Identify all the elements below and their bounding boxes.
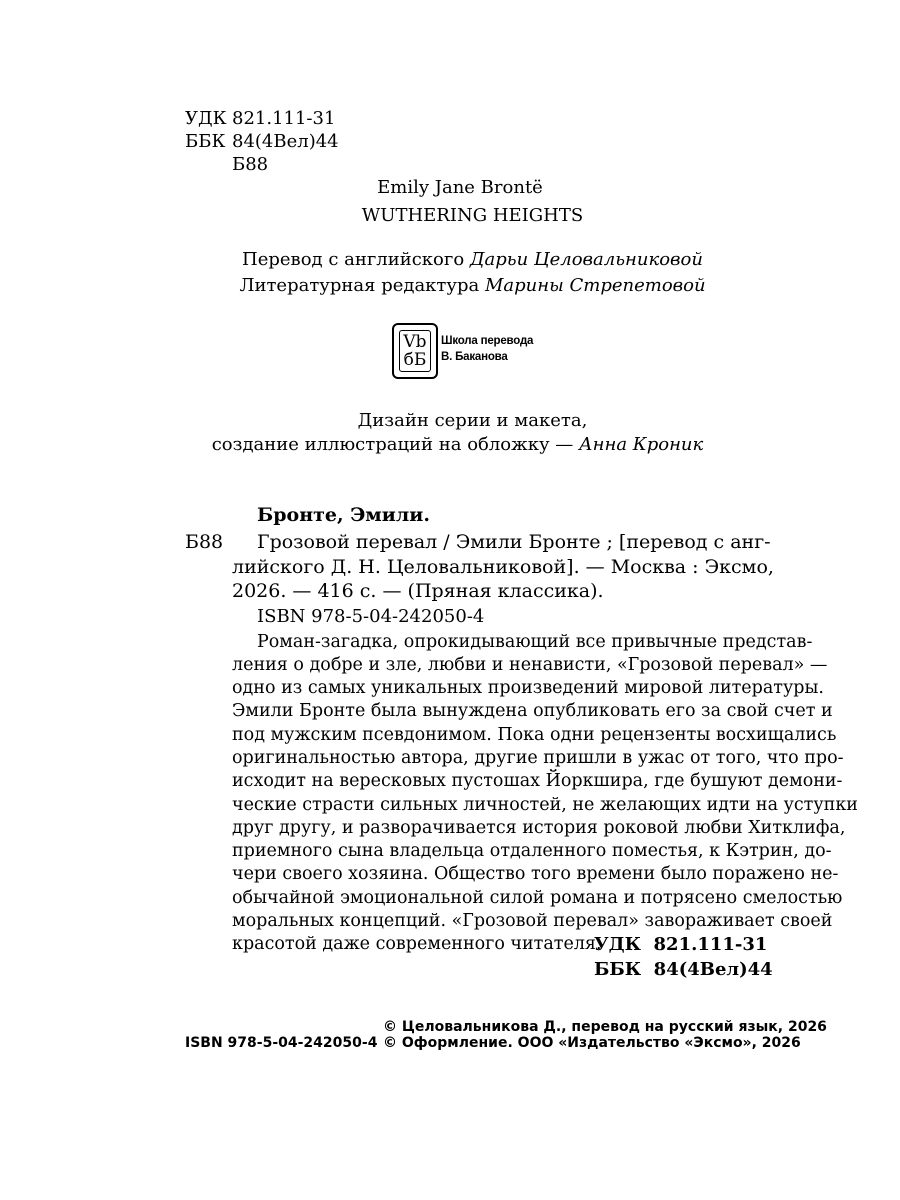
original-author: Emily Jane Brontë [377, 177, 543, 198]
translation-school-logo [392, 323, 532, 381]
annotation-line: оригинальностью автора, другие пришли в ужас от того, что про- [232, 748, 844, 768]
footer-isbn: ISBN 978-5-04-242050-4 [185, 1035, 378, 1051]
catalog-isbn: ISBN 978-5-04-242050-4 [257, 606, 485, 627]
annotation-line: моральных концепций. «Грозовой перевал» завораживает своей [232, 911, 833, 931]
design-prefix: создание иллюстраций на обложку — [211, 434, 579, 455]
annotation-line: Эмили Бронте была вынуждена опубликовать его за свой счет и [232, 701, 833, 721]
udk-label: УДК [185, 108, 227, 129]
annotation-line: под мужским псевдонимом. Пока одни рецензенты восхищались [232, 725, 837, 745]
monogram-top: Vb [403, 332, 427, 352]
catalog-author-mark: Б88 [185, 531, 224, 553]
annotation-line: ления о добре и зле, любви и ненависти, «Грозовой перевал» — [232, 655, 828, 675]
translation-prefix: Перевод с английского [242, 249, 470, 270]
translator-name: Дарьи Целовальниковой [469, 249, 703, 270]
editor-prefix: Литературная редактура [239, 275, 485, 296]
original-title: WUTHERING HEIGHTS [361, 205, 584, 226]
annotation-line: обычайной эмоциональной силой романа и потрясено смелостью [232, 888, 843, 908]
logo-line-2: В. Баканова [441, 351, 508, 363]
annotation-line: ческие страсти сильных личностей, не желающих идти на уступки [232, 795, 858, 815]
catalog-author: Бронте, Эмили. [257, 504, 431, 526]
annotation-line: Роман-загадка, опрокидывающий все привычные представ- [257, 632, 813, 652]
monogram-bottom: бБ [403, 350, 427, 370]
design-credit-line-1: Дизайн серии и макета, [357, 410, 588, 431]
designer-name: Анна Кроник [578, 434, 704, 455]
logo-line-1: Школа перевода [441, 335, 534, 347]
udk-code-bottom: УДК 821.111-31 [594, 934, 768, 955]
logo-frame [392, 323, 438, 379]
editor-credit [0, 274, 900, 297]
design-credit-line-2 [0, 433, 900, 456]
bbk-code-top [185, 130, 339, 153]
annotation-line: друг другу, и разворачивается история роковой любви Хитклифа, [232, 818, 846, 838]
copyright-translation: © Целовальникова Д., перевод на русский язык, 2026 [383, 1019, 827, 1035]
annotation-line: приемного сына владельца отдаленного поместья, к Кэтрин, до- [232, 841, 832, 861]
bbk-label: ББК [185, 131, 226, 152]
bbk-value: 84(4Вел)44 [232, 131, 339, 152]
catalog-line-2: лийского Д. Н. Целовальниковой]. — Москва : Эксмо, [232, 556, 774, 578]
editor-name: Марины Стрепетовой [484, 275, 706, 296]
logo-monogram [399, 330, 431, 372]
annotation-line: красотой даже современного читателя. [232, 934, 602, 954]
udk-code-top [185, 107, 335, 130]
logo-text [441, 333, 533, 365]
annotation-line: одно из самых уникальных произведений мировой литературы. [232, 678, 824, 698]
author-mark-top: Б88 [232, 154, 269, 175]
copyright-design: © Оформление. ООО «Издательство «Эксмо», 2026 [383, 1035, 801, 1051]
bbk-code-bottom: ББК 84(4Вел)44 [594, 959, 773, 980]
annotation-line: чери своего хозяина. Общество того времени было поражено не- [232, 864, 839, 884]
translation-credit [0, 248, 900, 271]
catalog-line-3: 2026. — 416 с. — (Пряная классика). [232, 580, 604, 602]
annotation-line: исходит на вересковых пустошах Йоркшира, где бушуют демони- [232, 771, 843, 791]
catalog-line-1: Грозовой перевал / Эмили Бронте ; [перевод с анг- [257, 531, 771, 553]
udk-value: 821.111-31 [232, 108, 336, 129]
